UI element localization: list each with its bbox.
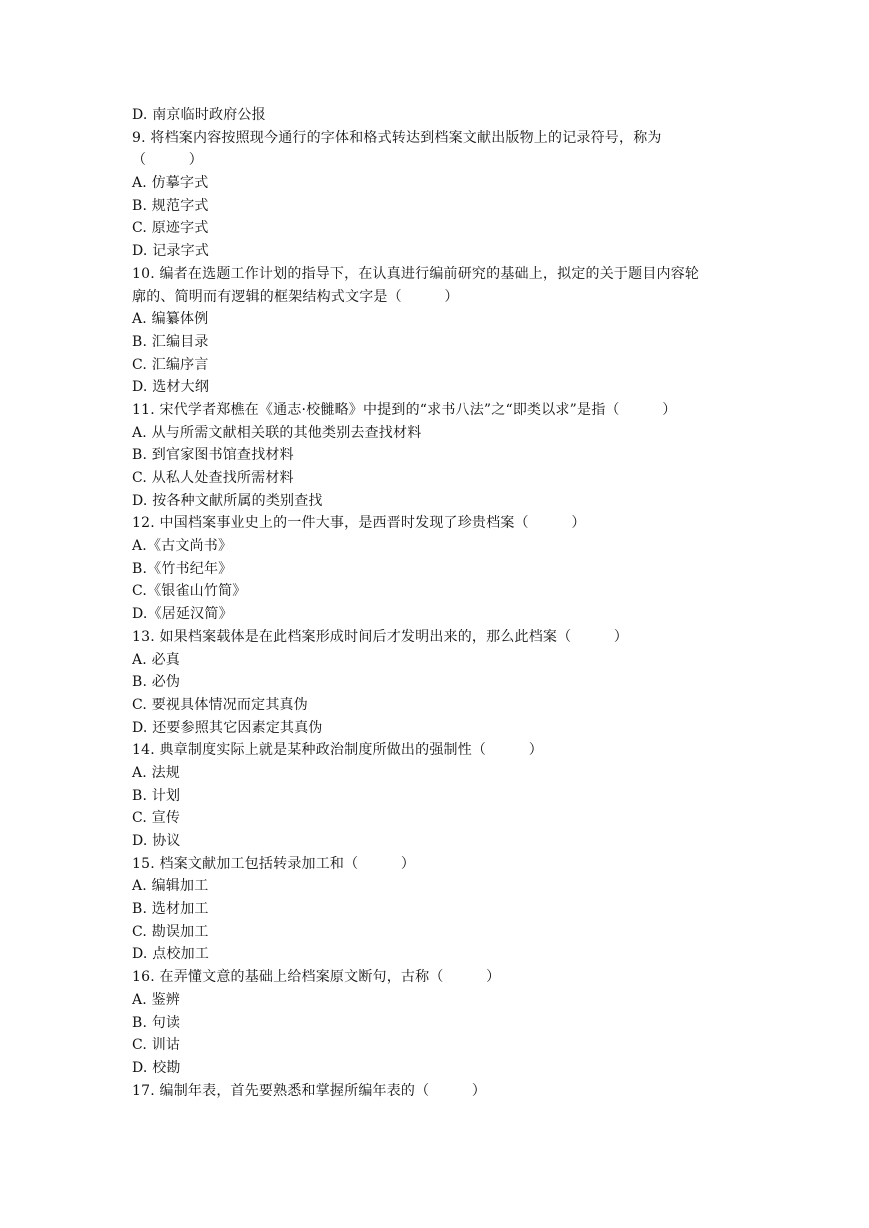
option-line: B. 汇编目录 (132, 333, 209, 350)
question-line: 14. 典章制度实际上就是某种政治制度所做出的强制性（ ） (132, 742, 543, 759)
option-line: C.《银雀山竹简》 (132, 583, 247, 600)
option-line: A. 从与所需文献相关联的其他类别去查找材料 (132, 424, 422, 441)
option-line: D.《居延汉简》 (132, 606, 233, 623)
option-line: A. 仿摹字式 (132, 175, 209, 192)
option-line: A. 编纂体例 (132, 311, 209, 328)
option-line: C. 从私人处查找所需材料 (132, 470, 294, 486)
option-line: A. 鉴辨 (132, 991, 181, 1008)
option-line: D. 记录字式 (132, 243, 210, 260)
question-line: 16. 在弄懂文意的基础上给档案原文断句，古称（ ） (132, 969, 501, 986)
question-line: 9. 将档案内容按照现今通行的字体和格式转达到档案文献出版物上的记录符号，称为 (132, 129, 662, 146)
option-line: D. 按各种文献所属的类别查找 (132, 492, 323, 509)
option-line: A. 法规 (132, 764, 181, 781)
option-line: B. 到官家图书馆查找材料 (132, 447, 294, 464)
option-line: B. 句读 (132, 1014, 181, 1031)
option-line: B. 选材加工 (132, 901, 209, 918)
option-line: C. 汇编序言 (132, 356, 209, 373)
option-line: D. 校勘 (132, 1059, 181, 1076)
option-line: D. 选材大纲 (132, 379, 210, 396)
option-line: A.《古文尚书》 (132, 538, 233, 555)
question-line: 15. 档案文献加工包括转录加工和（ ） (132, 855, 416, 872)
option-line: C. 要视具体情况而定其真伪 (132, 696, 308, 713)
option-line: A. 必真 (132, 651, 181, 668)
option-line: B. 必伪 (132, 674, 181, 691)
option-line: C. 宣传 (132, 810, 181, 827)
option-line: D. 南京临时政府公报 (132, 107, 266, 123)
option-line: D. 还要参照其它因素定其真伪 (132, 719, 323, 736)
option-line: B. 计划 (132, 787, 181, 804)
question-line: 13. 如果档案载体是在此档案形成时间后才发明出来的，那么此档案（ ） (132, 628, 629, 645)
option-line: D. 点校加工 (132, 946, 210, 963)
question-line: 廓的、简明而有逻辑的框架结构式文字是（ ） (132, 288, 459, 305)
option-line: B.《竹书纪年》 (132, 560, 233, 577)
question-line: （ ） (132, 152, 203, 169)
question-line: 11. 宋代学者郑樵在《通志·校雠略》中提到的“求书八法”之“即类以求”是指（ ） (132, 401, 677, 418)
option-line: C. 勘误加工 (132, 923, 209, 940)
option-line: A. 编辑加工 (132, 878, 209, 895)
option-line: B. 规范字式 (132, 197, 209, 214)
option-line: C. 原迹字式 (132, 220, 209, 237)
question-line: 17. 编制年表，首先要熟悉和掌握所编年表的（ ） (132, 1082, 487, 1099)
question-line: 10. 编者在选题工作计划的指导下，在认真进行编前研究的基础上，拟定的关于题目内容轮 (132, 265, 700, 282)
question-line: 12. 中国档案事业史上的一件大事，是西晋时发现了珍贵档案（ ） (132, 515, 586, 532)
document-page (132, 104, 744, 1102)
option-line: D. 协议 (132, 833, 181, 849)
option-line: C. 训诂 (132, 1037, 181, 1054)
